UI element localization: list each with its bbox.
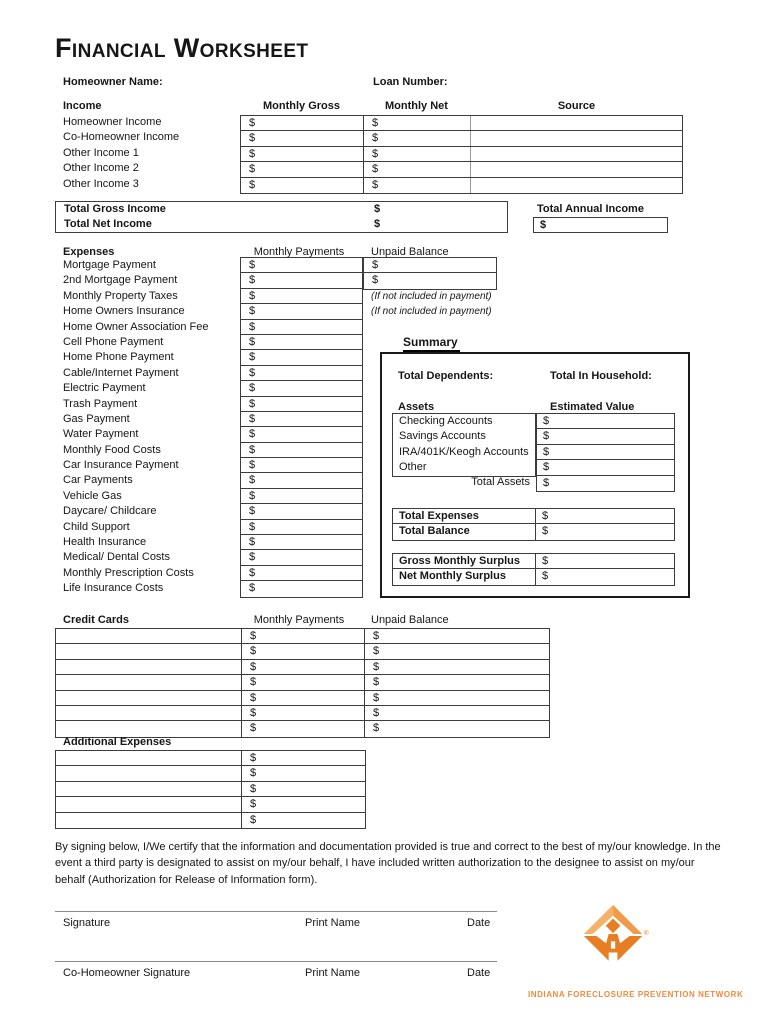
expense-row-label: Cell Phone Payment <box>63 335 164 348</box>
expense-monthly-cell[interactable]: $ <box>241 473 362 488</box>
credit-card-row <box>56 706 549 721</box>
network-name-text: INDIANA FORECLOSURE PREVENTION NETWORK <box>528 990 744 999</box>
credit-cards-table <box>55 628 550 738</box>
asset-label: Other <box>399 461 427 474</box>
summary-section-label: Summary <box>403 335 460 352</box>
credit-card-monthly-cell[interactable]: $ <box>241 629 364 643</box>
expense-row-label: Home Phone Payment <box>63 351 174 364</box>
credit-card-monthly-cell[interactable]: $ <box>241 691 364 705</box>
estimated-value-header: Estimated Value <box>550 401 635 413</box>
credit-card-name-cell[interactable] <box>56 706 241 720</box>
expense-monthly-cell[interactable]: $ <box>241 489 362 504</box>
credit-card-unpaid-cell[interactable]: $ <box>364 629 549 643</box>
credit-card-name-cell[interactable] <box>56 721 241 736</box>
income-section-label: Income <box>63 100 102 112</box>
credit-cards-col-unpaid-balance: Unpaid Balance <box>371 614 449 626</box>
income-row-label: Homeowner Income <box>63 116 162 128</box>
credit-card-name-cell[interactable] <box>56 675 241 689</box>
expense-monthly-cell[interactable]: $ <box>241 350 362 365</box>
expense-monthly-cell[interactable]: $ <box>241 320 362 335</box>
expense-row-label: Car Payments <box>63 474 133 487</box>
additional-expense-amount-cell[interactable]: $ <box>241 751 365 765</box>
income-row-labels <box>63 115 179 192</box>
credit-card-name-cell[interactable] <box>56 644 241 658</box>
additional-expense-amount-cell[interactable]: $ <box>241 797 365 811</box>
credit-card-row <box>56 629 549 644</box>
income-source-cell[interactable] <box>470 147 682 161</box>
summary-box <box>380 352 690 598</box>
expense-monthly-cell[interactable]: $ <box>249 582 256 595</box>
total-in-household-label: Total In Household: <box>550 370 652 382</box>
income-table-row <box>241 116 682 131</box>
expense-totals-table <box>392 508 675 541</box>
expense-monthly-cell[interactable]: $ <box>241 273 362 288</box>
credit-card-name-cell[interactable] <box>56 660 241 674</box>
expense-unpaid-cell[interactable]: $ <box>372 274 379 287</box>
loan-number-label: Loan Number: <box>373 76 448 88</box>
income-totals-label: Total Net Income <box>64 218 152 231</box>
credit-card-unpaid-cell[interactable]: $ <box>364 706 549 720</box>
asset-value-cell[interactable]: $ <box>537 414 674 429</box>
expense-row-label: Monthly Food Costs <box>63 443 161 456</box>
credit-cards-col-monthly-payments: Monthly Payments <box>253 614 345 626</box>
expense-row-label: Life Insurance Costs <box>63 582 164 595</box>
asset-label: Checking Accounts <box>399 415 493 427</box>
expense-row-label: Monthly Prescription Costs <box>63 566 194 579</box>
surplus-row <box>393 554 674 569</box>
expense-row-label: Health Insurance <box>63 536 147 549</box>
additional-expense-name-cell[interactable] <box>56 813 241 828</box>
expense-monthly-cell[interactable]: $ <box>241 289 362 304</box>
unpaid-balance-note: (If not included in payment) <box>371 306 492 317</box>
expense-totals-row <box>393 524 674 539</box>
income-row-label: Other Income 1 <box>63 146 139 159</box>
credit-card-row <box>56 660 549 675</box>
expense-monthly-cell[interactable]: $ <box>241 397 362 412</box>
income-row-label: Other Income 2 <box>63 162 139 175</box>
expense-row-label: Mortgage Payment <box>63 259 156 271</box>
income-table-row <box>241 131 682 146</box>
certification-text: By signing below, I/We certify that the information and documentation provided is true and correct to the best of my/our knowledge. In the event a third party is designated to assist on my/our behalf, I have included written authorization to the designee to assist on my/our behalf (Authorization for Release of Information form). <box>55 841 721 886</box>
surplus-label: Net Monthly Surplus <box>399 570 506 583</box>
expense-row-label: Trash Payment <box>63 397 138 410</box>
signature-label: Co-Homeowner Signature <box>63 967 191 979</box>
income-monthly-gross-cell[interactable]: $ <box>249 163 256 176</box>
credit-card-monthly-cell[interactable]: $ <box>241 660 364 674</box>
expense-totals-label: Total Expenses <box>399 510 479 522</box>
income-table-row <box>241 178 682 193</box>
income-monthly-gross-cell[interactable]: $ <box>249 132 256 145</box>
additional-expense-row <box>56 782 365 797</box>
credit-card-monthly-cell[interactable]: $ <box>241 721 364 736</box>
expenses-col-monthly-payments: Monthly Payments <box>253 246 345 258</box>
additional-expense-row <box>56 813 365 828</box>
ifpn-logo-icon <box>580 903 650 969</box>
expense-monthly-cell[interactable]: $ <box>241 304 362 319</box>
additional-expenses-table <box>55 750 366 829</box>
expense-row-label: Home Owners Insurance <box>63 305 185 318</box>
expense-monthly-cell[interactable]: $ <box>241 335 362 350</box>
income-table <box>240 115 683 194</box>
credit-card-name-cell[interactable] <box>56 629 241 643</box>
expense-row-label: Home Owner Association Fee <box>63 320 209 333</box>
income-row-label: Co-Homeowner Income <box>63 131 180 144</box>
expense-totals-row <box>393 509 674 524</box>
income-row-label: Other Income 3 <box>63 177 139 190</box>
income-table-row <box>241 147 682 162</box>
credit-card-unpaid-cell[interactable]: $ <box>364 691 549 705</box>
income-source-cell[interactable] <box>470 162 682 176</box>
expenses-col-unpaid-balance: Unpaid Balance <box>371 246 449 258</box>
surplus-label: Gross Monthly Surplus <box>399 555 521 567</box>
credit-card-unpaid-cell[interactable]: $ <box>364 721 549 736</box>
print-name-label: Print Name <box>305 967 361 979</box>
expense-monthly-cell[interactable]: $ <box>241 366 362 381</box>
income-totals-value-cell[interactable]: $ <box>374 203 381 215</box>
assets-header: Assets <box>398 401 435 413</box>
expense-row-label: Cable/Internet Payment <box>63 366 179 379</box>
surplus-table <box>392 553 675 586</box>
credit-cards-section-label: Credit Cards <box>63 614 130 626</box>
credit-card-name-cell[interactable] <box>56 691 241 705</box>
asset-label: Savings Accounts <box>399 430 486 443</box>
expense-row-label: Water Payment <box>63 428 139 441</box>
additional-expense-row <box>56 797 365 812</box>
income-monthly-net-cell[interactable]: $ <box>363 147 470 161</box>
additional-expense-name-cell[interactable] <box>56 751 241 765</box>
expense-monthly-cell[interactable]: $ <box>241 412 362 427</box>
expense-monthly-payments-column <box>240 257 363 598</box>
assets-label-column <box>392 413 536 477</box>
additional-expense-name-cell[interactable] <box>56 797 241 811</box>
credit-card-monthly-cell[interactable]: $ <box>241 644 364 658</box>
credit-card-row <box>56 691 549 706</box>
total-annual-income-label: Total Annual Income <box>537 203 644 215</box>
income-monthly-gross-cell[interactable]: $ <box>249 147 256 160</box>
asset-value-cell[interactable]: $ <box>537 460 674 475</box>
additional-expense-amount-cell[interactable]: $ <box>241 782 365 796</box>
signature-block[interactable] <box>55 911 497 961</box>
expense-row-label: Vehicle Gas <box>63 489 122 502</box>
expense-totals-label: Total Balance <box>399 525 470 538</box>
expense-row-label: Monthly Property Taxes <box>63 289 178 302</box>
registered-mark: ® <box>643 930 649 938</box>
surplus-value-cell[interactable]: $ <box>535 569 674 584</box>
asset-value-cell[interactable]: $ <box>537 429 674 444</box>
income-monthly-net-cell[interactable]: $ <box>363 131 470 145</box>
additional-expense-amount-cell[interactable]: $ <box>241 766 365 780</box>
surplus-row <box>393 569 674 584</box>
additional-expense-name-cell[interactable] <box>56 766 241 780</box>
income-totals-box <box>55 201 508 233</box>
date-label: Date <box>467 967 491 979</box>
additional-expense-row <box>56 766 365 781</box>
expense-monthly-cell[interactable]: $ <box>241 520 362 535</box>
credit-card-unpaid-cell[interactable]: $ <box>364 675 549 689</box>
expense-row-label: Daycare/ Childcare <box>63 505 157 518</box>
income-col-source: Source <box>557 100 596 112</box>
income-monthly-net-cell[interactable]: $ <box>363 162 470 176</box>
income-totals-value-cell[interactable]: $ <box>374 218 381 231</box>
expense-row-label: Electric Payment <box>63 382 146 395</box>
income-monthly-net-cell[interactable]: $ <box>363 178 470 193</box>
total-assets-label: Total Assets <box>471 476 530 488</box>
page-title: Financial Worksheet <box>55 33 309 63</box>
credit-card-monthly-cell[interactable]: $ <box>241 675 364 689</box>
expense-row-label: Medical/ Dental Costs <box>63 551 170 564</box>
additional-expense-name-cell[interactable] <box>56 782 241 796</box>
income-monthly-gross-cell[interactable]: $ <box>249 178 256 191</box>
credit-card-unpaid-cell[interactable]: $ <box>364 660 549 674</box>
expense-totals-value-cell[interactable]: $ <box>535 524 674 539</box>
income-monthly-gross-cell[interactable]: $ <box>249 117 256 129</box>
print-name-label: Print Name <box>305 917 361 929</box>
signature-label: Signature <box>63 917 111 929</box>
expense-row-label: Car Insurance Payment <box>63 459 179 472</box>
credit-card-row <box>56 721 549 736</box>
expense-row-label: 2nd Mortgage Payment <box>63 274 178 287</box>
surplus-value-cell[interactable]: $ <box>535 554 674 568</box>
income-col-monthly-net: Monthly Net <box>385 100 448 112</box>
income-source-cell[interactable] <box>470 116 682 130</box>
date-label: Date <box>467 917 491 929</box>
expense-unpaid-cell[interactable]: $ <box>364 258 496 273</box>
additional-expense-amount-cell[interactable]: $ <box>241 813 365 828</box>
expense-monthly-cell[interactable]: $ <box>241 566 362 581</box>
expense-monthly-cell[interactable]: $ <box>241 427 362 442</box>
credit-card-row <box>56 675 549 690</box>
expense-monthly-cell[interactable]: $ <box>241 381 362 396</box>
asset-value-cell[interactable]: $ <box>543 476 550 489</box>
signature-block[interactable] <box>55 961 497 1011</box>
credit-card-unpaid-cell[interactable]: $ <box>364 644 549 658</box>
income-totals-row <box>56 202 507 217</box>
expenses-section-label: Expenses <box>63 246 115 258</box>
signature-area <box>55 911 497 1011</box>
expense-monthly-cell[interactable]: $ <box>241 458 362 473</box>
total-dependents-label: Total Dependents: <box>398 370 494 382</box>
income-monthly-net-cell[interactable]: $ <box>363 116 470 130</box>
expense-row-labels <box>63 258 209 597</box>
credit-card-row <box>56 644 549 659</box>
expense-monthly-cell[interactable]: $ <box>241 550 362 565</box>
expense-monthly-cell[interactable]: $ <box>241 443 362 458</box>
income-totals-label: Total Gross Income <box>64 203 166 215</box>
additional-expenses-section-label: Additional Expenses <box>63 736 172 748</box>
credit-card-monthly-cell[interactable]: $ <box>241 706 364 720</box>
total-annual-income-cell[interactable]: $ <box>533 217 668 233</box>
additional-expense-row <box>56 751 365 766</box>
unpaid-balance-note: (If not included in payment) <box>371 291 492 302</box>
asset-value-cell[interactable]: $ <box>537 445 674 460</box>
income-source-cell[interactable] <box>470 178 682 193</box>
expense-row-label: Child Support <box>63 520 130 533</box>
expense-totals-value-cell[interactable]: $ <box>535 509 674 523</box>
income-col-monthly-gross: Monthly Gross <box>262 100 340 112</box>
expense-monthly-cell[interactable]: $ <box>241 535 362 550</box>
income-totals-row <box>56 217 507 232</box>
asset-label: IRA/401K/Keogh Accounts <box>399 445 529 458</box>
income-source-cell[interactable] <box>470 131 682 145</box>
expense-monthly-cell[interactable]: $ <box>241 504 362 519</box>
expense-unpaid-balance-boxes <box>363 257 497 290</box>
income-table-row <box>241 162 682 177</box>
homeowner-name-label: Homeowner Name: <box>63 76 163 88</box>
expense-row-label: Gas Payment <box>63 412 130 425</box>
assets-value-column <box>536 413 675 492</box>
expense-monthly-cell[interactable]: $ <box>241 258 362 273</box>
